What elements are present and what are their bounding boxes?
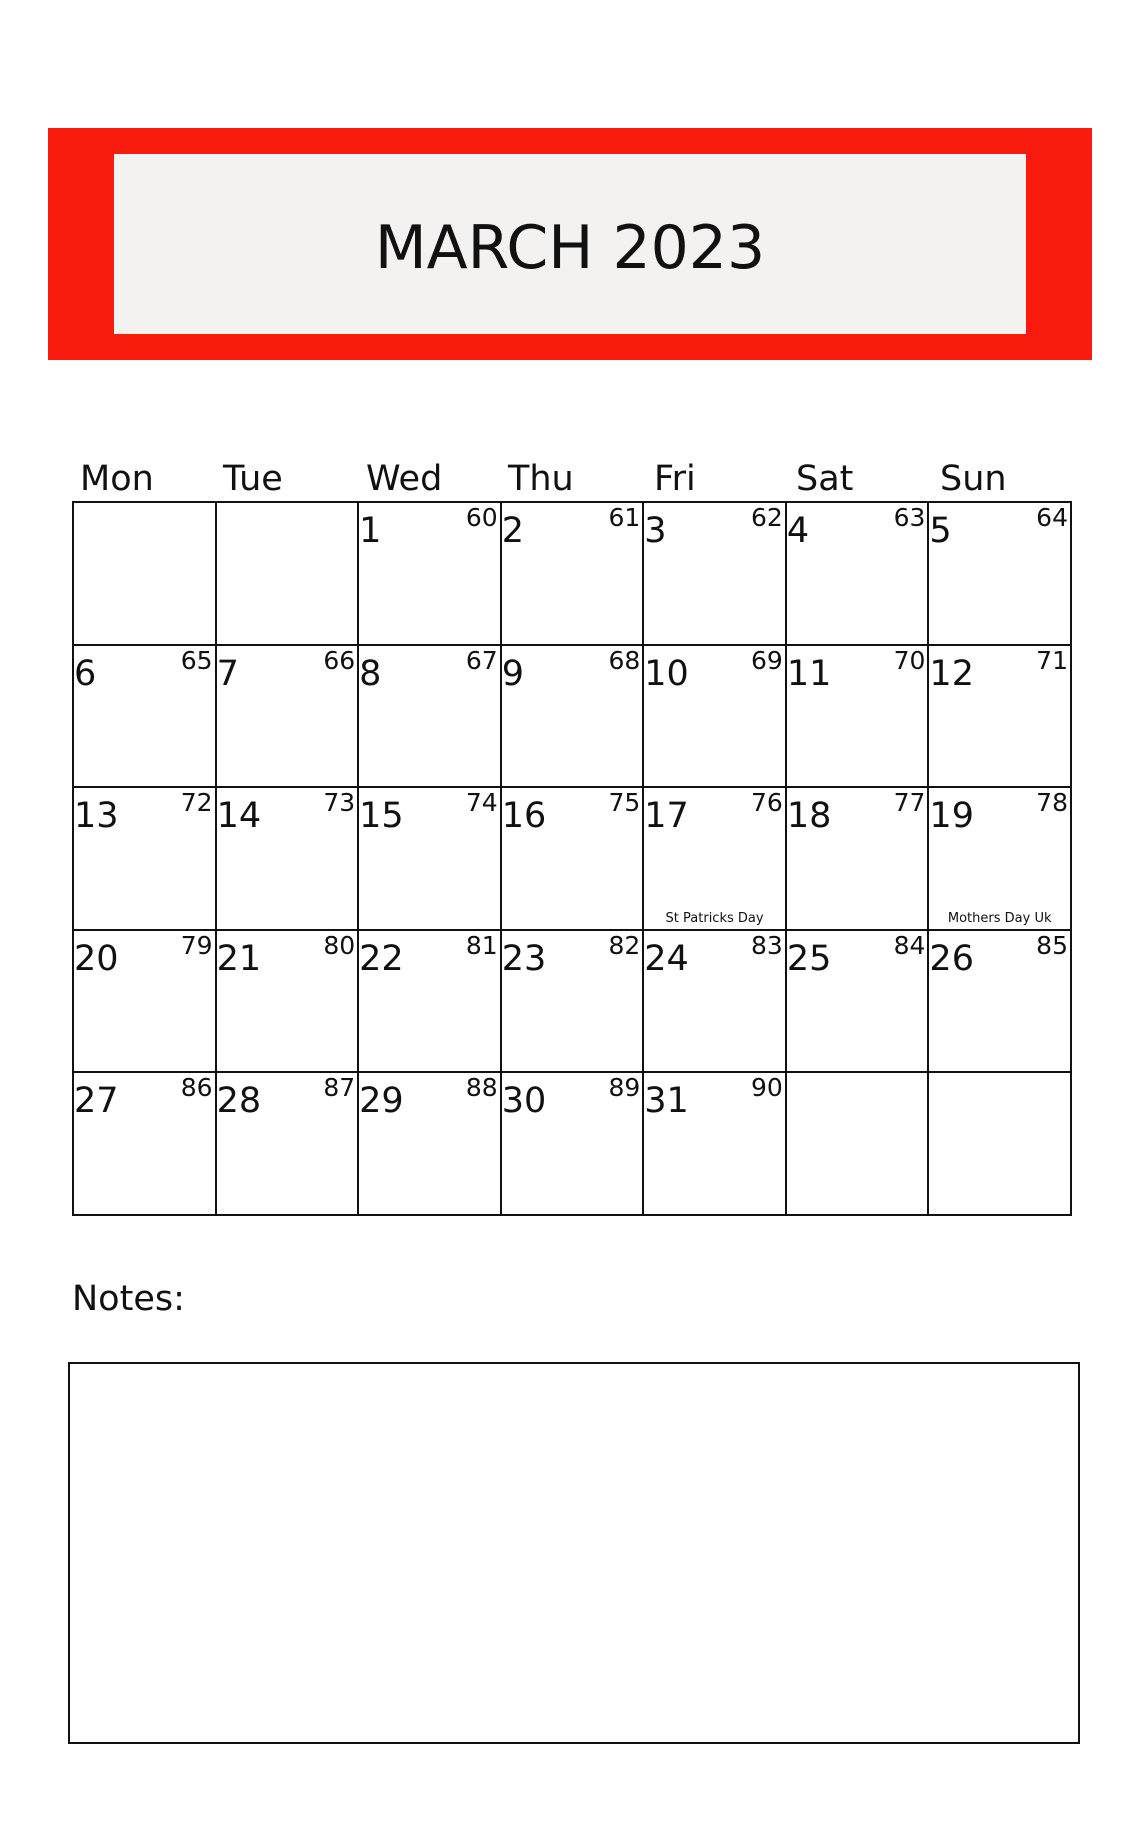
day-cell[interactable] [359, 1073, 502, 1216]
day-of-year: 65 [180, 645, 213, 675]
day-of-year: 70 [893, 645, 926, 675]
day-of-year: 88 [465, 1073, 498, 1103]
day-number: 12 [929, 653, 974, 694]
day-of-year: 71 [1036, 645, 1068, 675]
day-cell[interactable] [929, 503, 1072, 646]
weekday-mon: Mon [80, 459, 154, 499]
day-of-year: 80 [323, 930, 356, 960]
day-cell[interactable] [787, 1073, 930, 1216]
day-number: 8 [359, 653, 382, 694]
day-number: 26 [929, 938, 974, 979]
day-of-year: 82 [608, 930, 641, 960]
weekday-sat: Sat [796, 459, 854, 499]
calendar-grid [72, 501, 1072, 1216]
day-number: 3 [644, 511, 667, 551]
day-cell[interactable] [502, 1073, 645, 1216]
day-number: 21 [216, 938, 262, 979]
day-number: 1 [359, 511, 382, 551]
month-title: MARCH 2023 [374, 213, 766, 283]
weekday-wed: Wed [366, 459, 443, 499]
day-of-year: 67 [465, 645, 498, 675]
day-number: 23 [501, 938, 547, 979]
day-cell[interactable] [929, 788, 1072, 931]
day-cell[interactable] [74, 931, 217, 1074]
header-panel [114, 154, 1026, 334]
day-of-year: 63 [893, 503, 926, 532]
day-number: 29 [359, 1081, 404, 1122]
weekday-sun: Sun [940, 459, 1007, 499]
day-of-year: 64 [1036, 503, 1068, 532]
day-cell[interactable] [217, 646, 360, 789]
day-cell[interactable] [74, 646, 217, 789]
day-cell[interactable] [787, 503, 930, 646]
day-number: 16 [501, 796, 547, 837]
day-number: 31 [644, 1081, 689, 1122]
day-cell[interactable] [359, 503, 502, 646]
day-number: 10 [644, 653, 689, 694]
day-number: 14 [216, 796, 262, 837]
day-number: 2 [501, 511, 524, 551]
day-number: 24 [644, 938, 689, 979]
day-number: 27 [74, 1081, 119, 1122]
day-of-year: 76 [751, 788, 783, 818]
day-of-year: 85 [1036, 930, 1068, 960]
day-number: 22 [359, 938, 404, 979]
day-of-year: 61 [608, 503, 641, 532]
day-of-year: 74 [465, 788, 498, 818]
day-number: 17 [644, 796, 689, 837]
day-of-year: 62 [751, 503, 783, 532]
day-number: 28 [216, 1081, 262, 1122]
day-number: 18 [786, 796, 832, 837]
day-of-year: 89 [608, 1073, 641, 1103]
day-number: 20 [74, 938, 119, 979]
day-cell[interactable] [644, 788, 787, 931]
day-number: 7 [216, 653, 239, 694]
event-label: St Patricks Day [665, 910, 764, 926]
day-number: 4 [786, 511, 810, 551]
day-cell[interactable] [217, 1073, 360, 1216]
day-cell[interactable] [929, 1073, 1072, 1216]
day-of-year: 72 [180, 788, 213, 818]
day-cell[interactable] [502, 788, 645, 931]
day-of-year: 66 [323, 645, 356, 675]
day-cell[interactable] [929, 931, 1072, 1074]
day-of-year: 79 [180, 930, 213, 960]
day-cell[interactable] [929, 646, 1072, 789]
day-of-year: 90 [751, 1073, 783, 1103]
day-of-year: 87 [323, 1073, 356, 1103]
day-of-year: 73 [323, 788, 356, 818]
day-cell[interactable] [644, 1073, 787, 1216]
day-of-year: 60 [465, 503, 498, 532]
day-cell[interactable] [787, 931, 930, 1074]
day-of-year: 81 [465, 930, 498, 960]
weekday-header-row [72, 456, 1072, 502]
day-number: 11 [786, 653, 832, 694]
day-cell[interactable] [74, 503, 217, 646]
day-of-year: 86 [180, 1073, 213, 1103]
day-number: 6 [74, 653, 97, 694]
day-of-year: 83 [751, 930, 783, 960]
day-cell[interactable] [217, 931, 360, 1074]
day-cell[interactable] [502, 646, 645, 789]
day-cell[interactable] [502, 931, 645, 1074]
notes-area[interactable] [68, 1362, 1080, 1744]
day-number: 30 [501, 1081, 547, 1122]
day-cell[interactable] [644, 503, 787, 646]
day-cell[interactable] [359, 931, 502, 1074]
event-label: Mothers Day Uk [947, 910, 1052, 926]
day-cell[interactable] [787, 788, 930, 931]
day-number: 13 [74, 796, 119, 837]
weekday-thu: Thu [508, 459, 574, 499]
day-cell[interactable] [644, 646, 787, 789]
day-number: 15 [359, 796, 404, 837]
day-of-year: 75 [608, 788, 641, 818]
weekday-fri: Fri [654, 459, 696, 499]
day-of-year: 69 [751, 645, 783, 675]
day-of-year: 84 [893, 930, 926, 960]
day-cell[interactable] [502, 503, 645, 646]
day-cell[interactable] [217, 788, 360, 931]
weekday-tue: Tue [223, 459, 283, 499]
day-cell[interactable] [74, 788, 217, 931]
day-of-year: 77 [893, 788, 926, 818]
day-number: 25 [786, 938, 832, 979]
notes-label: Notes: [72, 1279, 185, 1319]
day-cell[interactable] [359, 788, 502, 931]
day-number: 19 [929, 796, 974, 837]
day-cell[interactable] [787, 646, 930, 789]
day-cell[interactable] [74, 1073, 217, 1216]
day-of-year: 78 [1036, 788, 1068, 818]
day-number: 9 [501, 653, 524, 694]
day-cell[interactable] [217, 503, 360, 646]
day-of-year: 68 [608, 645, 641, 675]
day-number: 5 [929, 511, 952, 551]
day-cell[interactable] [644, 931, 787, 1074]
day-cell[interactable] [359, 646, 502, 789]
